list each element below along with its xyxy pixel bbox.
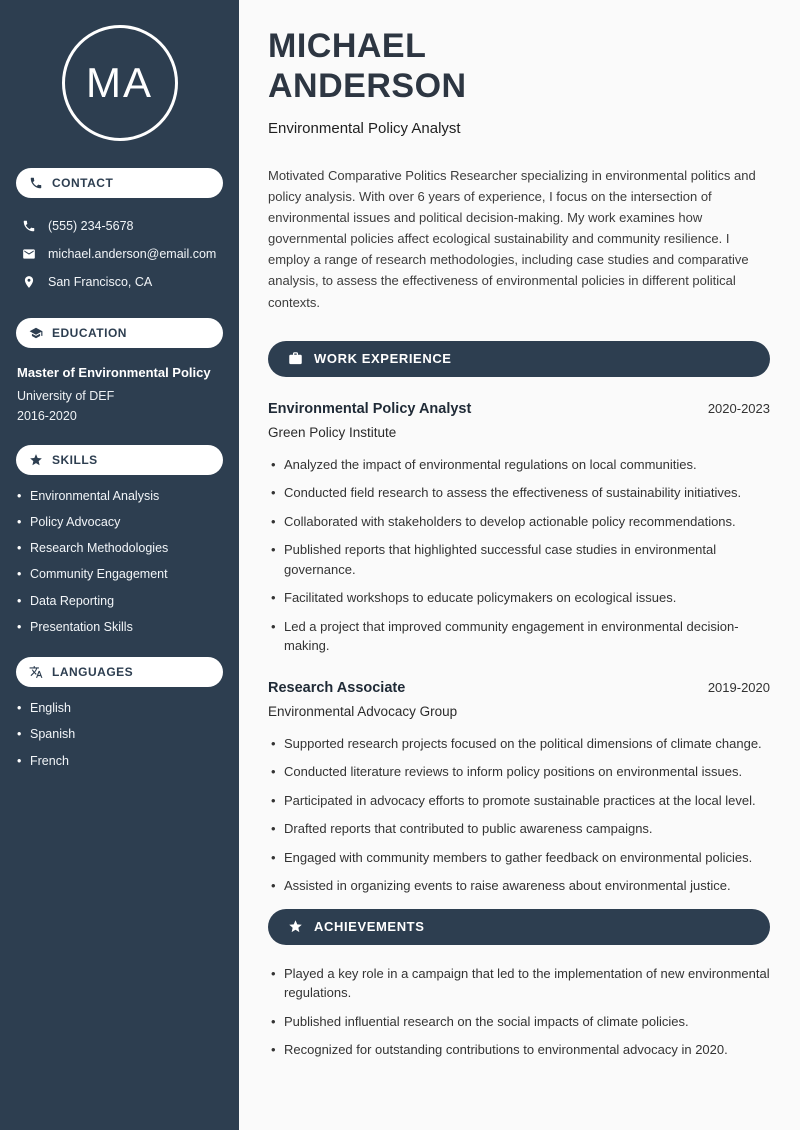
translate-icon [29,665,43,679]
contact-section-title: CONTACT [52,176,114,190]
job-dates: 2020-2023 [707,400,770,416]
email-icon [22,247,36,261]
contact-section-header [16,168,223,198]
skills-section-title: SKILLS [52,452,98,467]
contact-location [22,268,225,296]
person-name [268,27,770,107]
first-name: MICHAEL [268,27,427,65]
last-name: ANDERSON [268,66,467,105]
language-item: • Spanish [17,726,223,742]
work-experience-header [268,341,770,377]
skill-item: • Policy Advocacy [17,514,223,530]
avatar-initials: MA [86,59,153,106]
briefcase-icon [288,351,303,366]
bullet-item: • Engaged with community members to gather feedback on environmental policies. [268,848,770,868]
education-section-header [16,318,223,348]
skills-list [17,488,223,636]
bullet-item: • Analyzed the impact of environmental regulations on local communities. [268,455,770,475]
sidebar [0,0,239,1130]
bullet-item: • Led a project that improved community engagement in environmental decision-making. [268,617,770,656]
bullet-item: • Facilitated workshops to educate policymakers on ecological issues. [268,588,770,608]
achievements-title: ACHIEVEMENTS [314,919,425,935]
education-school: University of DEF [17,388,115,403]
bullet-item: • Assisted in organizing events to raise awareness about environmental justice. [268,876,770,896]
job-dates: 2019-2020 [707,679,770,695]
bullet-item: • Participated in advocacy efforts to promote sustainable practices at the local level. [268,791,770,811]
skill-item: • Presentation Skills [17,619,223,635]
bullet-item: • Published reports that highlighted successful case studies in environmental governance. [268,540,770,579]
job-header [268,680,770,696]
skill-item: • Community Engagement [17,566,223,582]
achievement-item: • Recognized for outstanding contributions to environmental advocacy in 2020. [268,1040,770,1060]
avatar [62,25,178,141]
bullet-item: • Collaborated with stakeholders to develop actionable policy recommendations. [268,512,770,532]
phone-icon [29,176,43,190]
professional-summary: Motivated Comparative Politics Researcher specializing in environmental politics and policy analysis. With over 6 years of experience, I focus on the intersection of environmental issues and political decision-making. My work examines how governmental policies affect ecological sustainability and community resilience. I employ a range of research methodologies, including case studies and comparative analysis, to assess the effectiveness of environmental policies in different political contexts. [268,167,756,310]
contact-list [22,212,225,296]
contact-location-value: San Francisco, CA [48,275,153,289]
location-pin-icon [22,275,36,289]
contact-phone [22,212,225,240]
job-bullet-list [268,455,770,656]
work-experience-title: WORK EXPERIENCE [314,351,452,367]
education-degree: Master of Environmental Policy [17,365,211,380]
bullet-item: • Drafted reports that contributed to public awareness campaigns. [268,819,770,839]
contact-email [22,240,225,268]
bullet-item: • Supported research projects focused on the political dimensions of climate change. [268,734,770,754]
skill-item: • Environmental Analysis [17,488,223,504]
headline-job-title: Environmental Policy Analyst [268,119,461,137]
job-entry [268,401,770,656]
achievement-item: • Played a key role in a campaign that led to the implementation of new environmental regulations. [268,964,770,1003]
job-header [268,401,770,417]
job-company: Green Policy Institute [268,424,397,440]
contact-email-value: michael.anderson@email.com [48,247,217,261]
languages-list [17,700,223,769]
phone-icon [22,219,36,233]
bullet-item: • Conducted field research to assess the effectiveness of sustainability initiatives. [268,483,770,503]
graduation-cap-icon [29,326,43,340]
achievement-item: • Published influential research on the social impacts of climate policies. [268,1012,770,1032]
star-icon [288,919,303,934]
achievements-list [268,964,770,1060]
skill-item: • Data Reporting [17,593,223,609]
main-content [239,0,800,1130]
job-company: Environmental Advocacy Group [268,703,458,719]
star-icon [29,453,43,467]
skills-section-header [16,445,223,475]
achievements-header [268,909,770,945]
language-item: • English [17,700,223,716]
education-section-title: EDUCATION [52,326,127,340]
languages-section-header [16,657,223,687]
education-years: 2016-2020 [17,408,77,423]
job-role: Research Associate [268,679,406,696]
language-item: • French [17,753,223,769]
contact-phone-value: (555) 234-5678 [48,219,134,233]
bullet-item: • Conducted literature reviews to inform policy positions on environmental issues. [268,762,770,782]
job-bullet-list [268,734,770,896]
job-role: Environmental Policy Analyst [268,400,472,417]
languages-section-title: LANGUAGES [52,665,134,680]
education-entry [17,364,223,423]
job-entry [268,680,770,896]
skill-item: • Research Methodologies [17,540,223,556]
